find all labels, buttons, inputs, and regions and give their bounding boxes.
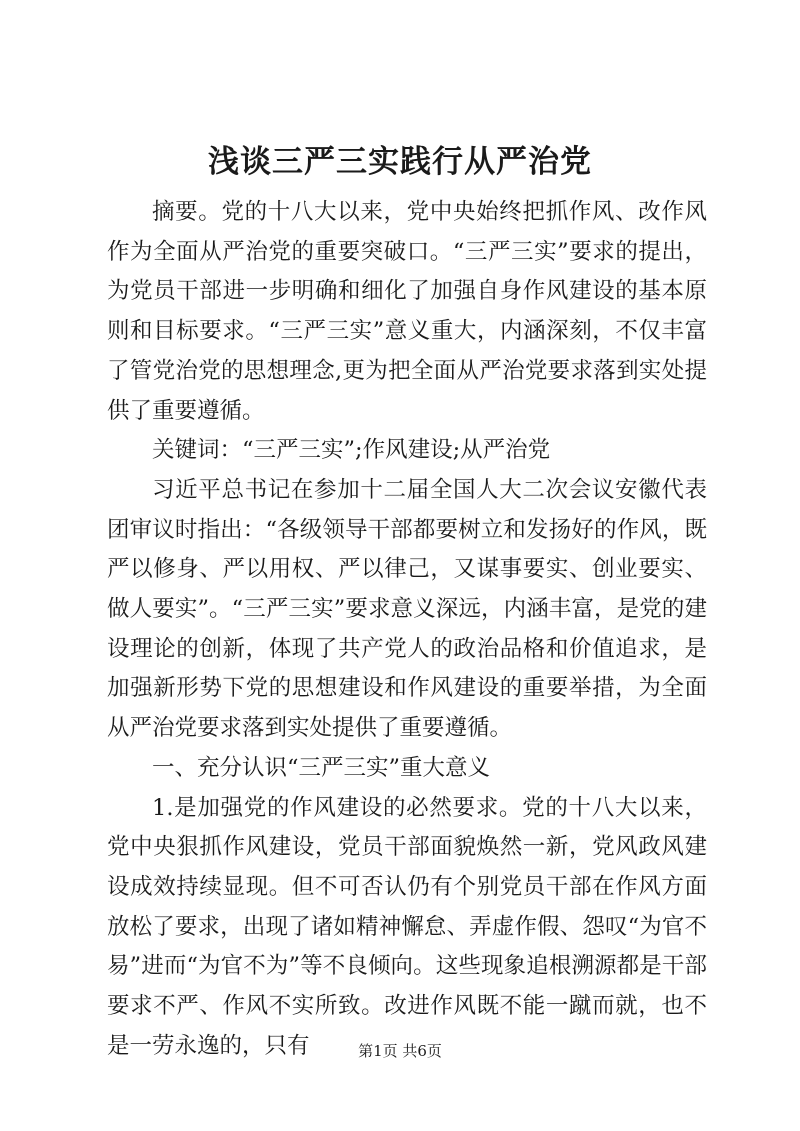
page-footer: 第1页 共6页 <box>358 1042 442 1060</box>
body-paragraph: 1.是加强党的作风建设的必然要求。党的十八大以来，党中央狠抓作风建设，党员干部面貌焕然一新，党风政风建设成效持续显现。但不可否认仍有个别党员干部在作风方面放松了要求，出现了诸如精神懈怠、弄虚作假、怨叹“为官不易”进而“为官不为”等不良倾向。这些现象追根溯源都是干部要求不严、作风不实所致。改进作风既不能一蹴而就，也不是一劳永逸的，只有 <box>107 794 707 1059</box>
section-heading: 一、充分认识“三严三实”重大意义 <box>152 754 491 781</box>
keywords-paragraph: 关键词：“三严三实”;作风建设;从严治党 <box>152 437 551 464</box>
document-title: 浅谈三严三实践行从严治党 <box>208 144 592 180</box>
document-body <box>107 193 707 1066</box>
abstract-paragraph: 摘要。党的十八大以来，党中央始终把抓作风、改作风作为全面从严治党的重要突破口。“三严三实”要求的提出，为党员干部进一步明确和细化了加强自身作风建设的基本原则和目标要求。“三严三实”意义重大，内涵深刻，不仅丰富了管党治党的思想理念,更为把全面从严治党要求落到实处提供了重要遵循。 <box>107 199 707 424</box>
intro-paragraph: 习近平总书记在参加十二届全国人大二次会议安徽代表团审议时指出：“各级领导干部都要树立和发扬好的作风，既严以修身、严以用权、严以律己，又谋事要实、创业要实、做人要实”。“三严三实”要求意义深远，内涵丰富，是党的建设理论的创新，体现了共产党人的政治品格和价值追求，是加强新形势下党的思想建设和作风建设的重要举措，为全面从严治党要求落到实处提供了重要遵循。 <box>107 476 707 742</box>
